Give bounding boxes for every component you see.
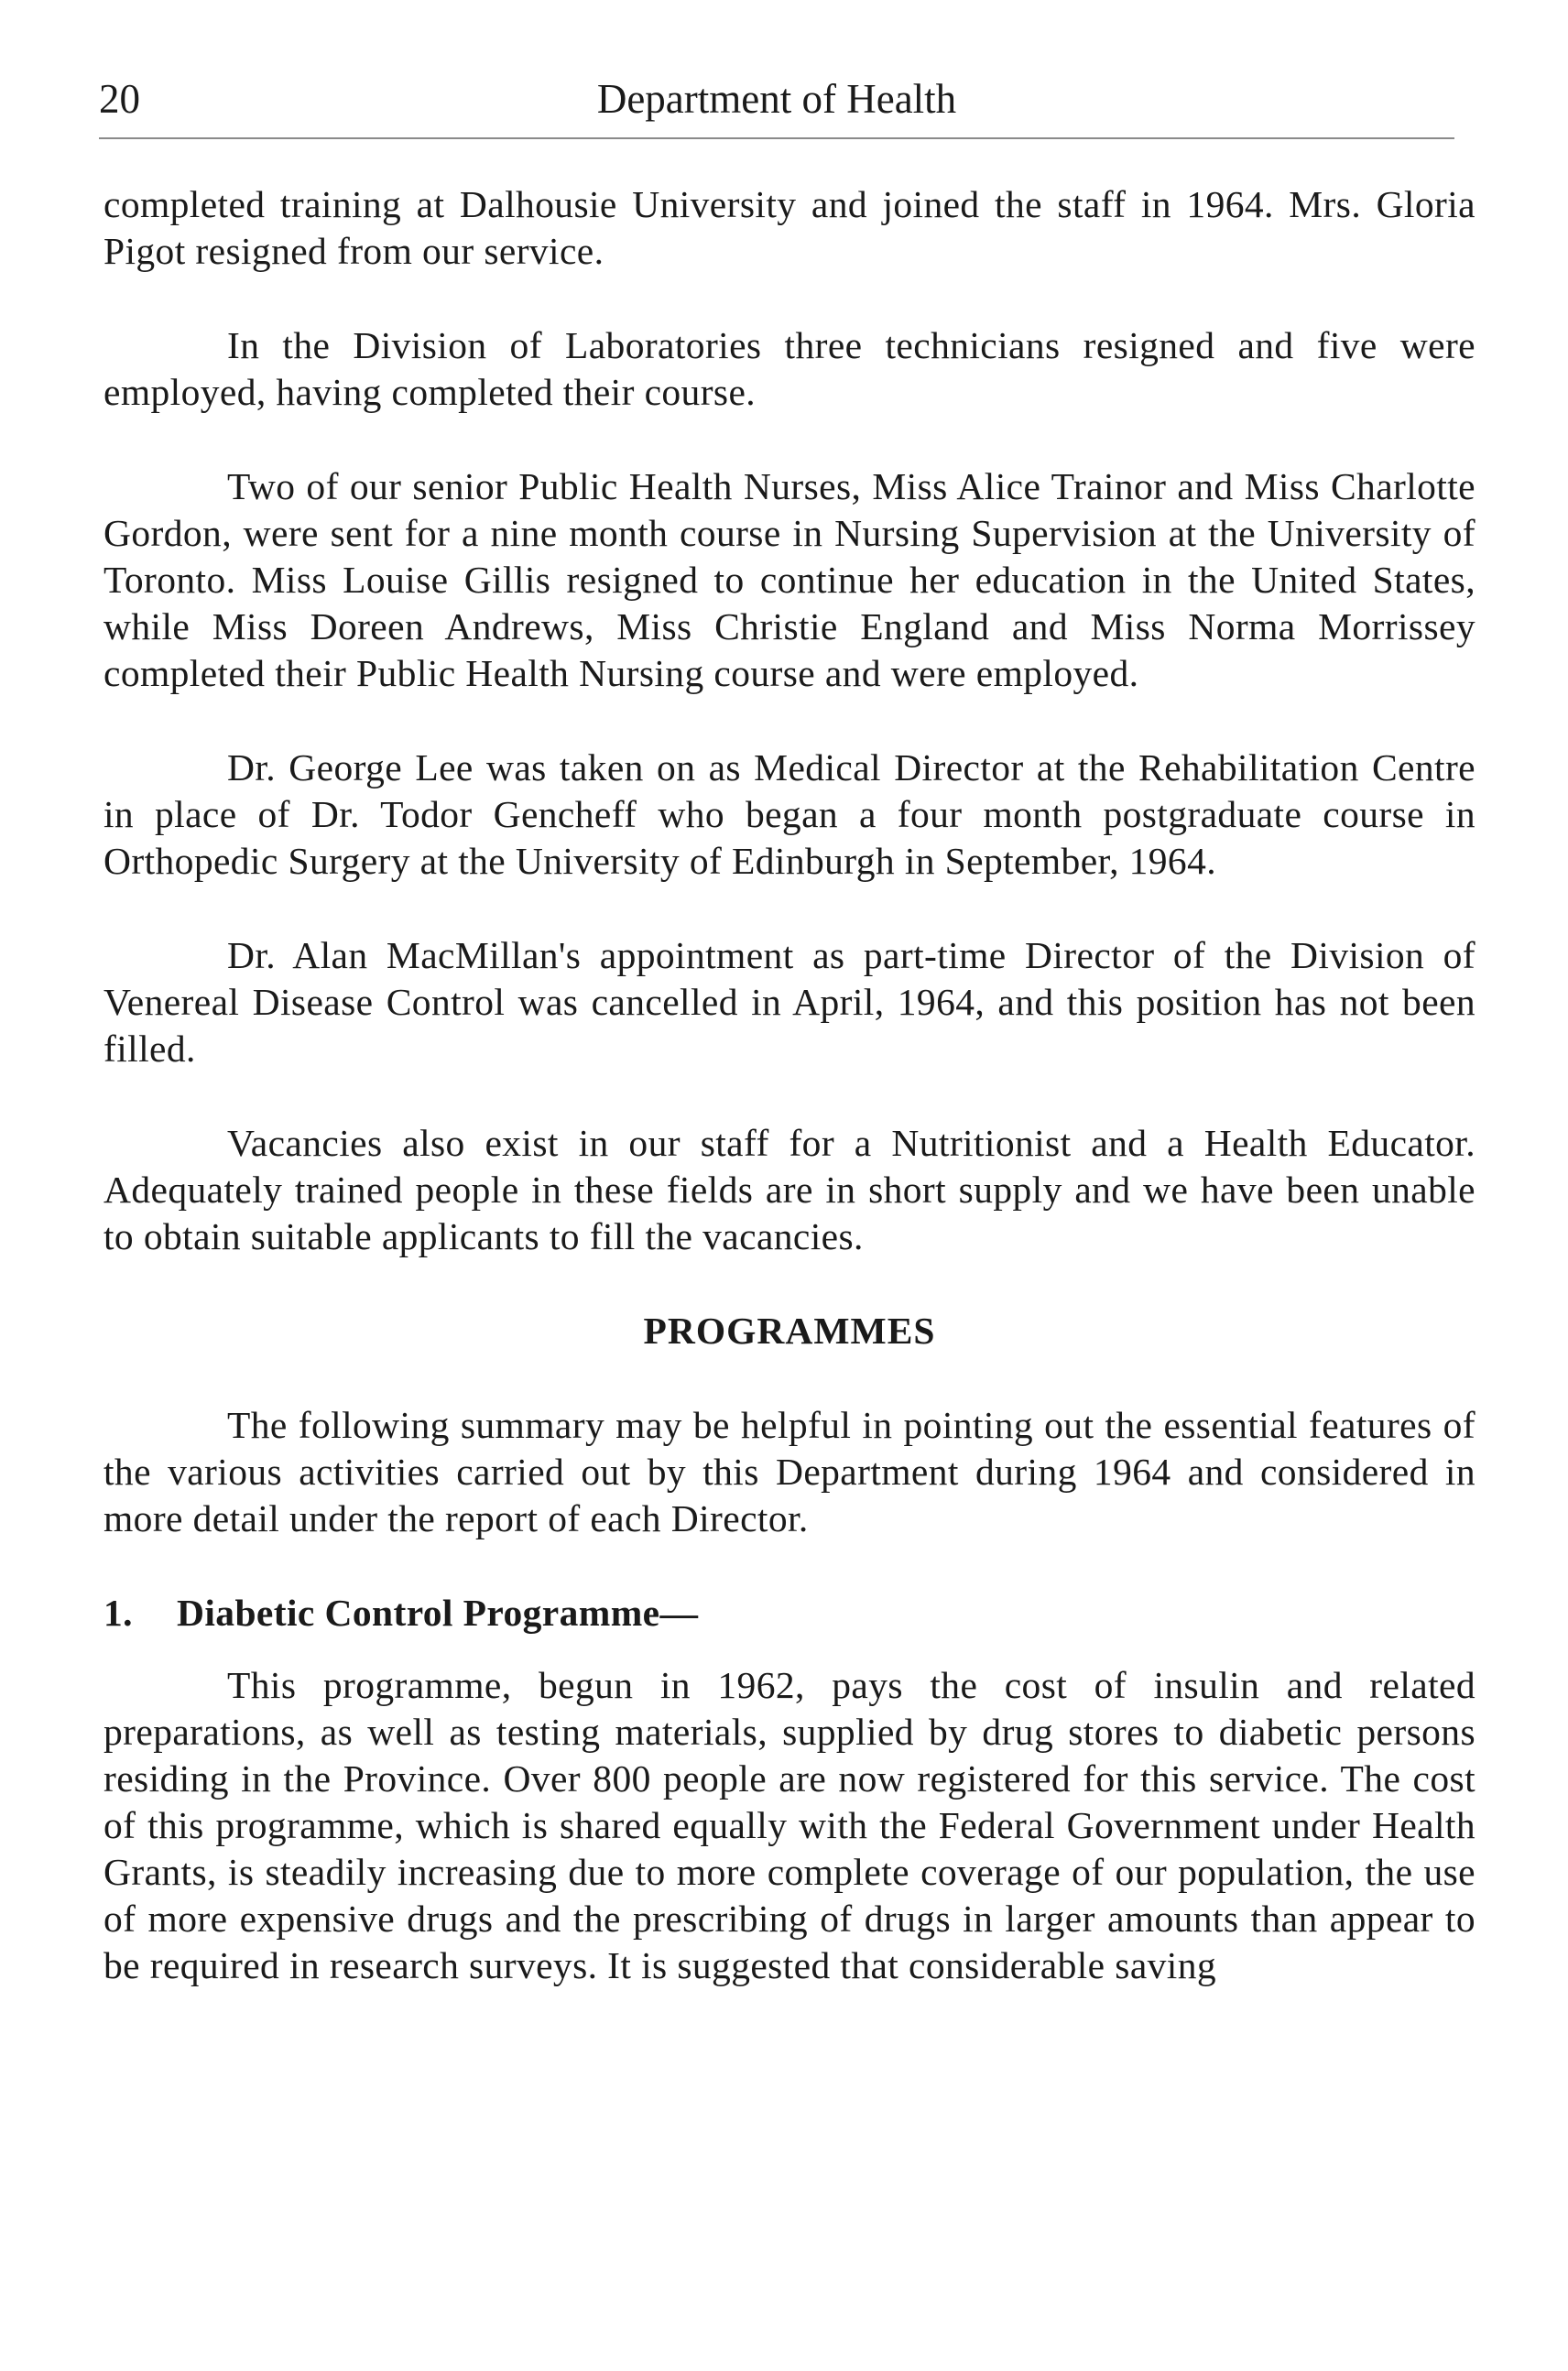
section-heading-programmes: PROGRAMMES — [643, 1310, 936, 1352]
page-number: 20 — [99, 76, 140, 122]
page-header — [99, 71, 1454, 126]
running-title: Department of Health — [596, 76, 957, 122]
subsection-heading — [103, 1590, 1475, 1637]
body-text — [103, 181, 1475, 2037]
subsection-number: 1. — [103, 1592, 133, 1634]
paragraph-vacancies: Vacancies also exist in our staff for a Nutritionist and a Health Educator. Adequately trained people in these fields are in short supply and we have been unable to obtain suitable applicants to fill the vacancies. — [103, 1122, 1475, 1257]
paragraph-nurses: Two of our senior Public Health Nurses, Miss Alice Trainor and Miss Charlotte Gordon, were sent for a nine month course in Nursing Supervision at the University of Toronto. Miss Louise Gillis resigned to continue her education in the United States, while Miss Doreen Andrews, Miss Christie England and Miss Norma Morrissey completed their Public Health Nursing course and were employed. — [103, 465, 1475, 694]
paragraph-continued: completed training at Dalhousie University and joined the staff in 1964. Mrs. Gloria Pigot resigned from our service. — [103, 183, 1475, 272]
paragraph-medical-director: Dr. George Lee was taken on as Medical Director at the Rehabilitation Centre in place of Dr. Todor Gencheff who began a four month postgraduate course in Orthopedic Surgery at the University of Edinburgh in September, 1964. — [103, 746, 1475, 882]
header-rule — [99, 137, 1454, 139]
paragraph-diabetic-control: This programme, begun in 1962, pays the cost of insulin and related preparations, as well as testing materials, supplied by drug stores to diabetic persons residing in the Province. Over 800 people are now registered for this service. The cost of this programme, which is shared equally with the Federal Government under Health Grants, is steadily increasing due to more complete coverage of our population, the use of more expensive drugs and the prescribing of drugs in larger amounts than appear to be required in research surveys. It is suggested that considerable saving — [103, 1664, 1475, 1986]
paragraph-programmes-intro: The following summary may be helpful in pointing out the essential features of the various activities carried out by this Department during 1964 and considered in more detail under the report of each Director. — [103, 1404, 1475, 1539]
paragraph-venereal-disease: Dr. Alan MacMillan's appointment as part-time Director of the Division of Venereal Disease Control was cancelled in April, 1964, and this position has not been filled. — [103, 934, 1475, 1070]
paragraph-laboratories: In the Division of Laboratories three technicians resigned and five were employed, having completed their course. — [103, 324, 1475, 413]
subsection-title: Diabetic Control Programme— — [177, 1592, 699, 1634]
